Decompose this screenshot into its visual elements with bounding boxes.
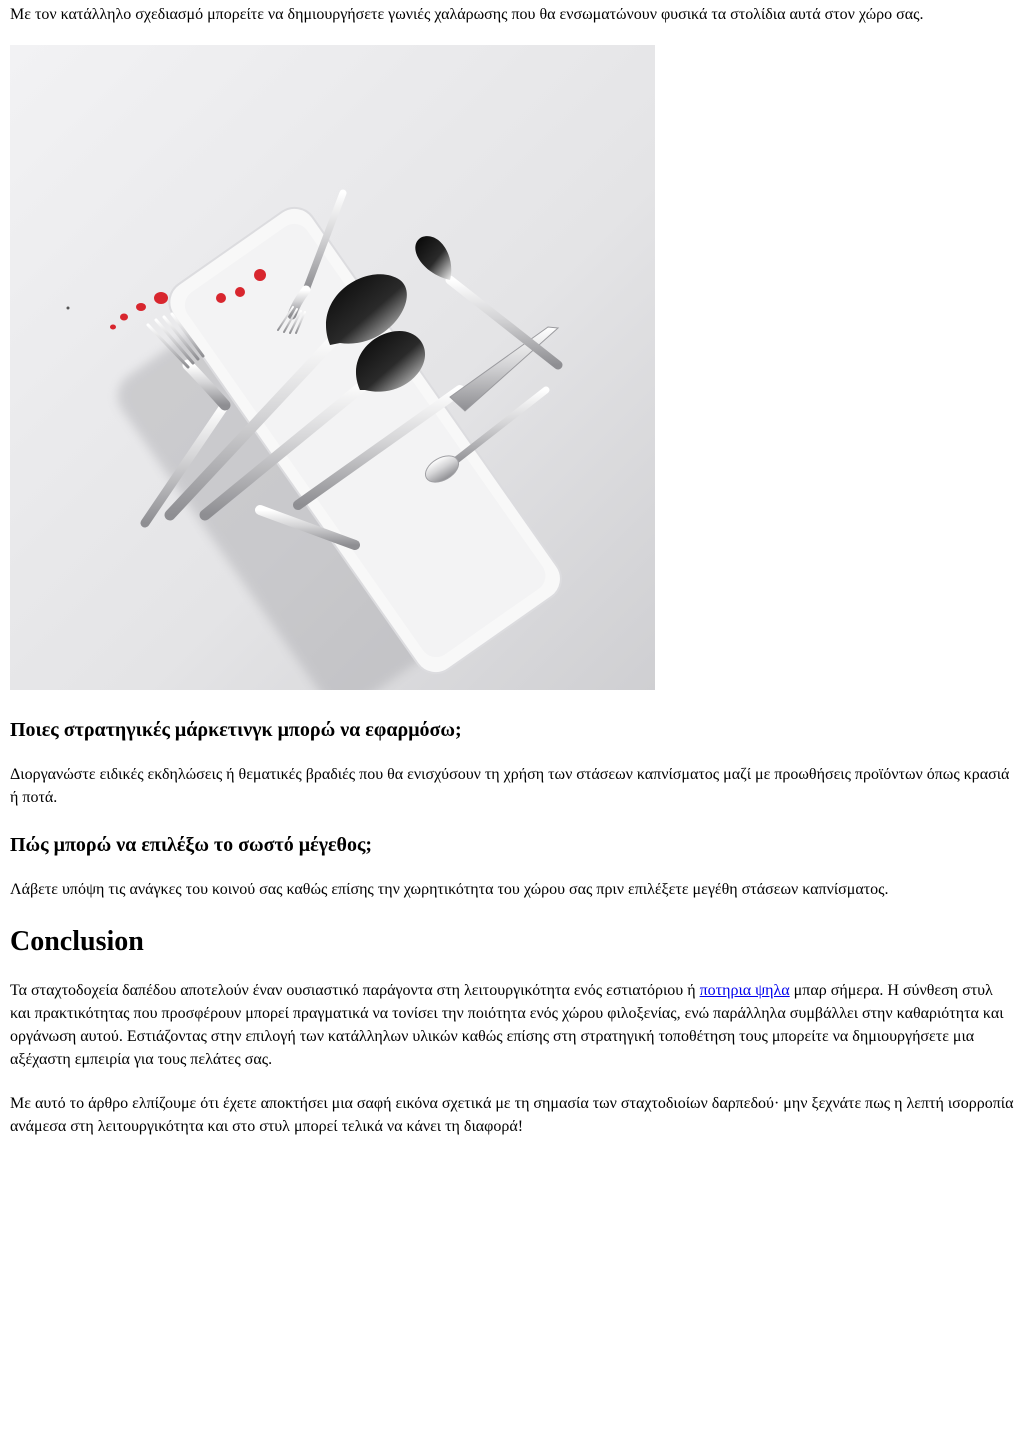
strategy-heading: Ποιες στρατηγικές μάρκετινγκ μπορώ να εφαρμόσω; (10, 719, 462, 741)
conclusion-heading: Conclusion (10, 926, 144, 957)
size-heading: Πώς μπορώ να επιλέξω το σωστό μέγεθος; (10, 834, 373, 856)
size-paragraph: Λάβετε υπόψη τις ανάγκες του κοινού σας καθώς επίσης την χωρητικότητα του χώρου σας πριν επιλέξετε μεγέθη στάσεων καπνίσματος. (10, 881, 889, 898)
strategy-paragraph: Διοργανώστε ειδικές εκδηλώσεις ή θεματικές βραδιές που θα ενισχύσουν τη χρήση των στάσεων καπνίσματος μαζί με προωθήσεις προϊόντων όπως κρασιά ή ποτά. (10, 766, 1010, 806)
cutlery-on-tray-photo (10, 45, 655, 690)
conclusion-text-before-link: Τα σταχτοδοχεία δαπέδου αποτελούν έναν ουσιαστικό παράγοντα στη λειτουργικότητα ενός εστιατόριου ή (10, 982, 700, 999)
final-paragraph: Με αυτό το άρθρο ελπίζουμε ότι έχετε αποκτήσει μια σαφή εικόνα σχετικά με τη σημασία των σταχτοδιοίων δαρπεδού· μην ξεχνάτε πως η λεπτή ισορροπία ανάμεσα στη λειτουργικότητα και στο στυλ μπορεί τελικά να κάνει τη διαφορά! (10, 1095, 1014, 1135)
intro-paragraph: Με τον κατάλληλο σχεδιασμό μπορείτε να δημιουργήσετε γωνιές χαλάρωσης που θα ενσωματώνουν φυσικά τα στολίδια αυτά στον χώρο σας. (10, 6, 924, 23)
conclusion-paragraph (10, 979, 1014, 1071)
article (0, 3, 1024, 1138)
conclusion-text-after-link: μπαρ σήμερα. Η σύνθεση στυλ και πρακτικότητας που προσφέρουν μπορεί πραγματικά να τονίσει την ποιότητα ενός χώρου φιλοξενίας, ενώ παράλληλα συμβάλλει στην καθαριότητα και οργάνωση αυτού. Εστιάζοντας στην επιλογή των κατάλληλων υλικών καθώς επίσης στη στρατηγική τοποθέτηση τους μπορείτε να δημιουργήσετε μια αξέχαστη εμπειρία για τους πελάτες σας. (10, 982, 1004, 1068)
glasses-link[interactable]: ποτηρια ψηλα (699, 982, 790, 999)
